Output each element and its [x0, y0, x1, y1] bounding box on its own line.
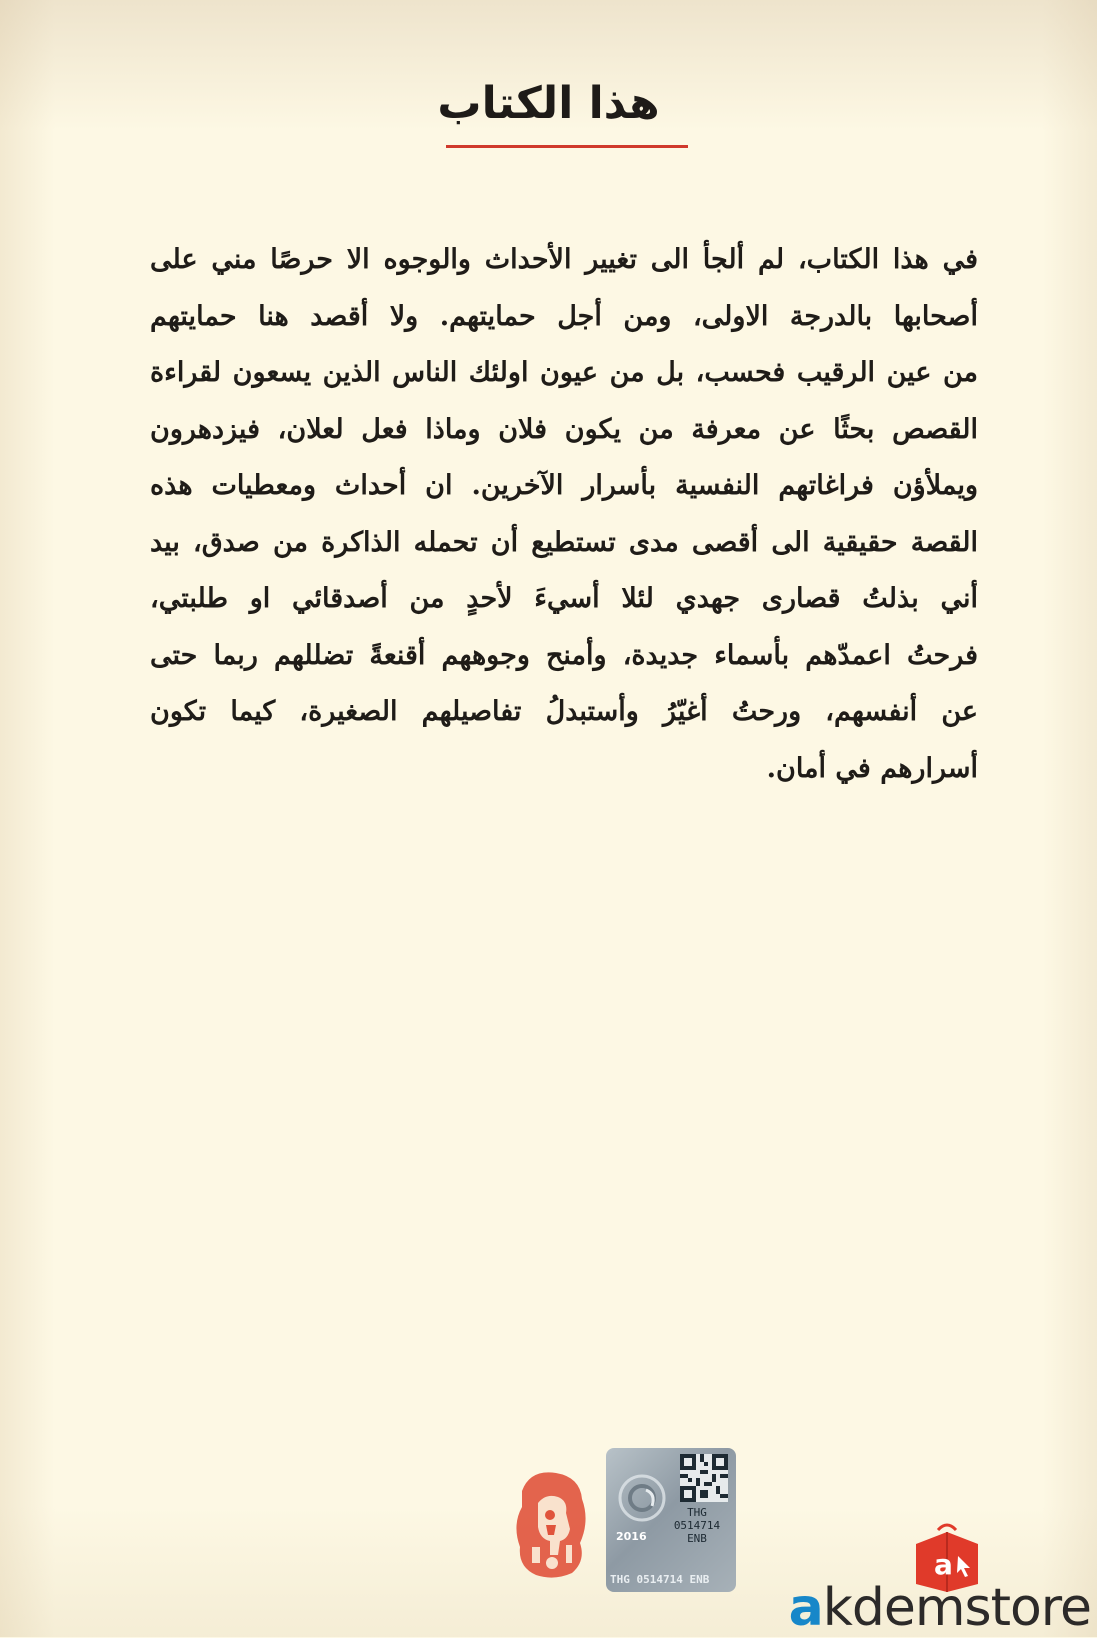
store-watermark [789, 1578, 1091, 1638]
sticker-bottom-code: THG 0514714 ENB [610, 1573, 710, 1586]
sticker-code-line: ENB [687, 1532, 707, 1545]
title-underline [446, 145, 688, 148]
sticker-code-line: THG [687, 1506, 707, 1519]
description-line: أسرارهم في أمان. [766, 752, 978, 784]
hologram-sticker [606, 1448, 736, 1592]
store-logo-letter: a [934, 1548, 953, 1581]
description-line: أني بذلتُ قصارى جهدي لئلا أسيءَ لأحدٍ من أصدقائي او طلبتي، [150, 583, 978, 614]
store-name-rest: kdemstore [822, 1578, 1091, 1638]
description-line: ويملأؤن فراغاتهم النفسية بأسرار الآخرين. ان أحداث ومعطيات هذه [150, 470, 978, 501]
description-line: القصص بحثًا عن معرفة من يكون فلان وماذا فعل لعلان، فيزدهرون [150, 413, 978, 445]
store-name-accent: a [788, 1578, 823, 1638]
description-line: من عين الرقيب فحسب، بل من عيون اولئك الناس الذين يسعون لقراءة [150, 357, 978, 388]
page-title: هذا الكتاب [437, 78, 660, 129]
description-line: القصة حقيقية الى أقصى مدى تستطيع أن تحمله الذاكرة من صدق، بيد [150, 526, 978, 558]
sticker-year: 2016 [616, 1530, 647, 1543]
sticker-code-line: 0514714 [673, 1519, 721, 1532]
publisher-seal-icon [510, 1463, 596, 1581]
book-description [150, 232, 978, 797]
description-line: فرحتُ اعمدّهم بأسماء جديدة، وأمنح وجوههم أقنعةً تضللهم ربما حتى [150, 639, 978, 671]
sticker-code [664, 1506, 730, 1545]
qr-code-icon [680, 1454, 728, 1502]
description-line: أصحابها بالدرجة الاولى، ومن أجل حمايتهم. ولا أقصد هنا حمايتهم [150, 300, 978, 332]
description-line: في هذا الكتاب، لم ألجأ الى تغيير الأحداث والوجوه الا حرصًا مني على [150, 244, 978, 275]
description-line: عن أنفسهم، ورحتُ أغيّرُ وأستبدلُ تفاصيلهم الصغيرة، كيما تكون [150, 696, 978, 727]
